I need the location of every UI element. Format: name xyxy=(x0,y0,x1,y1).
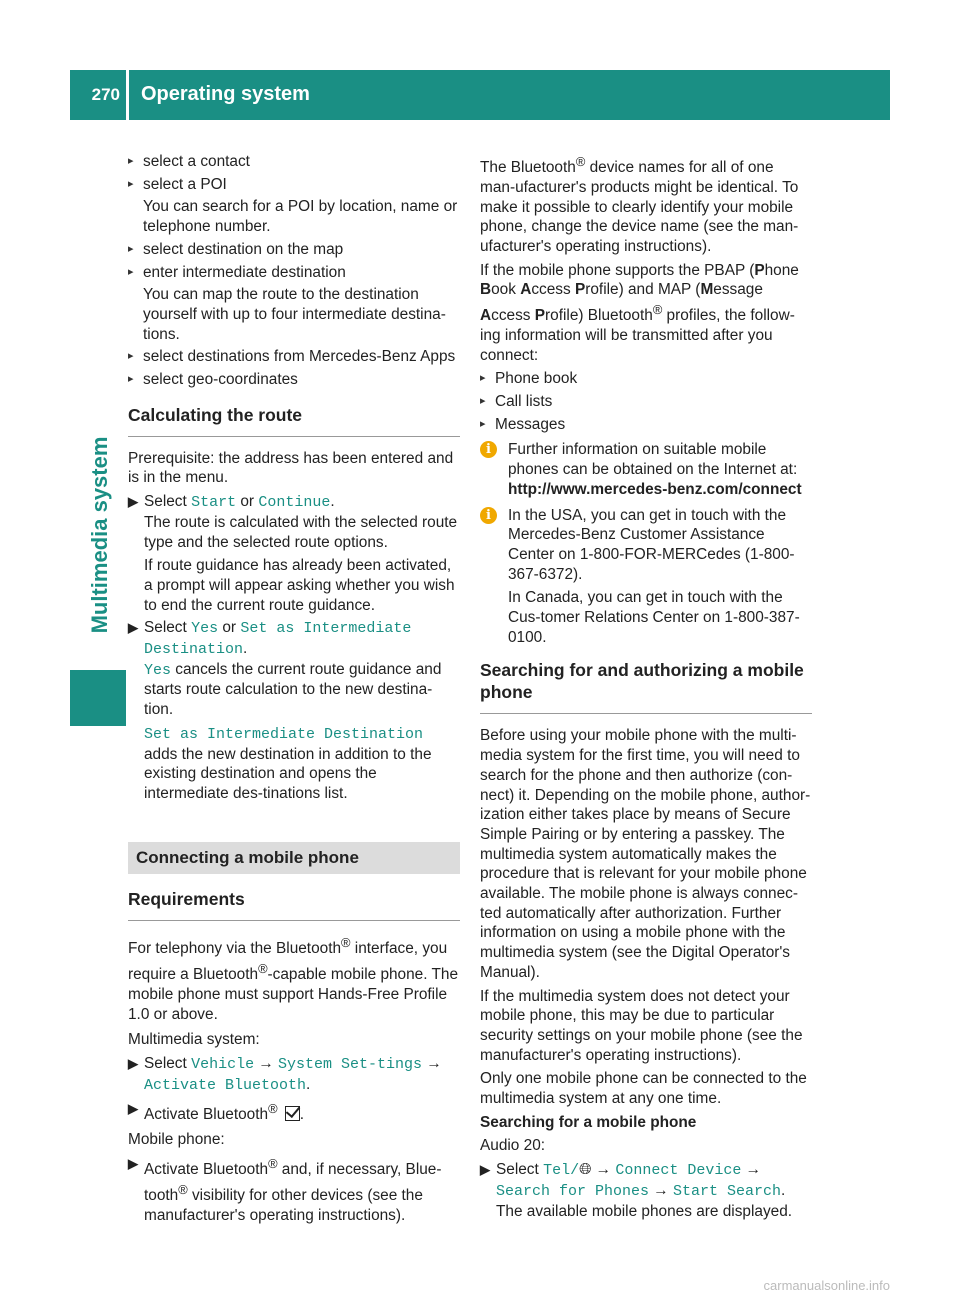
footer-watermark: carmanualsonline.info xyxy=(763,1278,890,1294)
activate-bluetooth-menu-item[interactable]: Activate Bluetooth xyxy=(144,1076,307,1094)
info-icon: i xyxy=(480,507,497,524)
globe-icon: 🌐︎ xyxy=(579,1161,592,1179)
page-number: 270 xyxy=(91,85,120,105)
yes-menu-item[interactable]: Yes xyxy=(191,620,219,638)
list-item: ▸ enter intermediate destination You can map the route to the destination yourself with up to four intermediate destina-tions. xyxy=(128,263,460,345)
mobile-label: Mobile phone: xyxy=(128,1131,225,1149)
system-settings-menu-item[interactable]: System Set-tings xyxy=(278,1056,423,1074)
info-icon: i xyxy=(480,441,497,458)
requirements-text: For telephony via the Bluetooth® interface, you require a Bluetooth®-capable mobile phone. The mobile phone must support Hands-Free Profile 1.0 or above. xyxy=(128,935,459,1023)
step-note: If route guidance has already been activated, a prompt will appear asking whether you wish to end the current route guidance. xyxy=(144,557,455,614)
arrow-icon: ▶ xyxy=(128,620,138,636)
arrow-icon: ▶ xyxy=(128,1156,138,1172)
search-subheading: Searching for a mobile phone xyxy=(480,1113,697,1131)
yes-description: cancels the current route guidance and starts route calculation to the new destina-tion. xyxy=(144,660,442,719)
side-color-block xyxy=(70,670,126,726)
search-paragraph-2: If the multimedia system does not detect your mobile phone, this may be due to particular security settings on your mobile phone (see the manufacturer's operating instructions). xyxy=(480,987,803,1064)
start-search-menu-item[interactable]: Start Search xyxy=(672,1182,782,1200)
list-item: ▸ Phone book xyxy=(480,369,812,389)
info-note-web: i Further information on suitable mobile phones can be obtained on the Internet at: http://www.mercedes-benz.com/connect xyxy=(480,440,812,499)
tel-menu-item[interactable]: Tel/ xyxy=(543,1162,580,1180)
section-heading-requirements: Requirements xyxy=(128,888,460,921)
list-item: ▸ Messages xyxy=(480,415,812,435)
list-item: ▸ select geo-coordinates xyxy=(128,370,460,390)
search-phones-menu-item[interactable]: Search for Phones xyxy=(496,1182,650,1200)
left-column xyxy=(128,152,460,1228)
info-note-contact: i In the USA, you can get in touch with the Mercedes-Benz Customer Assistance Center on 1-800-FOR-MERCedes (1-800-367-6372). In Canada, you can get in touch with the Cus-tomer Relations Center on 1-800-387-0100. xyxy=(480,506,812,648)
section-heading-connecting: Connecting a mobile phone xyxy=(128,842,460,875)
connect-device-menu-item[interactable]: Connect Device xyxy=(615,1162,742,1180)
arrow-icon: ▶ xyxy=(480,1162,490,1178)
step-result: The available mobile phones are displayed. xyxy=(496,1202,793,1220)
bluetooth-names-text: The Bluetooth® device names for all of one man-ufacturer's products might be identical. To make it possible to clearly identify your mobile phone, change the device name (see the man-ufacturer's operating instructions). xyxy=(480,154,799,255)
arrow-icon: ▶ xyxy=(128,494,138,510)
list-item: ▸ select destinations from Mercedes-Benz Apps xyxy=(128,347,460,367)
page-title: Operating system xyxy=(141,83,310,106)
mercedes-url: http://www.mercedes-benz.com/connect xyxy=(508,480,802,498)
vehicle-menu-item[interactable]: Vehicle xyxy=(191,1056,255,1074)
step-activate-bluetooth: ▶ Activate Bluetooth® . xyxy=(128,1100,305,1123)
list-item: ▸ select a POI You can search for a POI by location, name or telephone number. xyxy=(128,175,460,237)
step-search-phones: ▶ Select Tel/🌐︎ → Connect Device → Search for Phones → Start Search. The available mobile phones are displayed. xyxy=(480,1160,812,1221)
list-item: ▸ select a contact xyxy=(128,152,460,172)
pbap-map-text: If the mobile phone supports the PBAP (Phone Book Access Profile) and MAP (Message Access Profile) Bluetooth® profiles, the follow-ing information will be transmitted after you connect: xyxy=(480,261,799,364)
multimedia-label: Multimedia system: xyxy=(128,1031,260,1049)
setas-option-label: Set as Intermediate Destination xyxy=(144,725,424,743)
prerequisite-text: Prerequisite: the address has been entered and is in the menu. xyxy=(128,449,454,487)
right-column xyxy=(480,152,812,1224)
set-intermediate-menu-item[interactable]: Set as Intermediate Destination xyxy=(144,620,412,659)
arrow-icon: ▶ xyxy=(128,1056,138,1072)
list-item: ▸ select destination on the map xyxy=(128,240,460,260)
continue-menu-item[interactable]: Continue xyxy=(258,494,331,512)
header-divider xyxy=(126,70,129,120)
side-section-label: Multimedia system xyxy=(87,436,113,634)
step-select-yes: ▶ Select Yes or Set as Intermediate Destination. Yes cancels the current route guidance and starts route calculation to the new destina-tion. Set as Intermediate Destination adds the new destination in addition to the existing destination and opens the intermediate des-tinations list. xyxy=(128,619,442,802)
arrow-icon: ▶ xyxy=(128,1100,138,1116)
yes-option-label: Yes xyxy=(144,661,172,679)
section-heading-searching: Searching for and authorizing a mobile phone xyxy=(480,659,812,714)
setas-description: adds the new destination in addition to the existing destination and opens the intermediate des-tinations list. xyxy=(144,745,432,802)
section-heading-calculating: Calculating the route xyxy=(128,404,460,437)
step-select-start: ▶ Select Start or Continue. The route is calculated with the selected route type and the selected route options. If route guidance has already been activated, a prompt will appear asking whether you wish to end the current route guidance. xyxy=(128,492,460,615)
list-item: ▸ Call lists xyxy=(480,392,812,412)
start-menu-item[interactable]: Start xyxy=(191,494,237,512)
checkbox-checked-icon xyxy=(285,1106,300,1121)
step-select-vehicle: ▶ Select Vehicle → System Set-tings → Activate Bluetooth. xyxy=(128,1055,442,1094)
audio-label: Audio 20: xyxy=(480,1137,546,1155)
search-paragraph-3: Only one mobile phone can be connected to the multimedia system at any one time. xyxy=(480,1070,807,1108)
step-mobile-bluetooth: ▶ Activate Bluetooth® and, if necessary, Blue-tooth® visibility for other devices (see the manufacturer's operating instructions). xyxy=(128,1156,442,1224)
option-list xyxy=(128,152,460,390)
search-paragraph-1: Before using your mobile phone with the multi-media system for the first time, you will need to search for the phone and then authorize (con-nect) it. Depending on the mobile phone, author-ization either takes place by means of Secure Simple Pairing or by entering a passkey. The multimedia system automatically makes the procedure that is relevant for your mobile phone available. The mobile phone is always connec-ted automatically after authorization. Further information on using a mobile phone with the multimedia system (see the Digital Operator's Manual). xyxy=(480,727,811,981)
step-result: The route is calculated with the selected route type and the selected route options. xyxy=(144,513,458,551)
transmitted-info-list xyxy=(480,369,812,434)
